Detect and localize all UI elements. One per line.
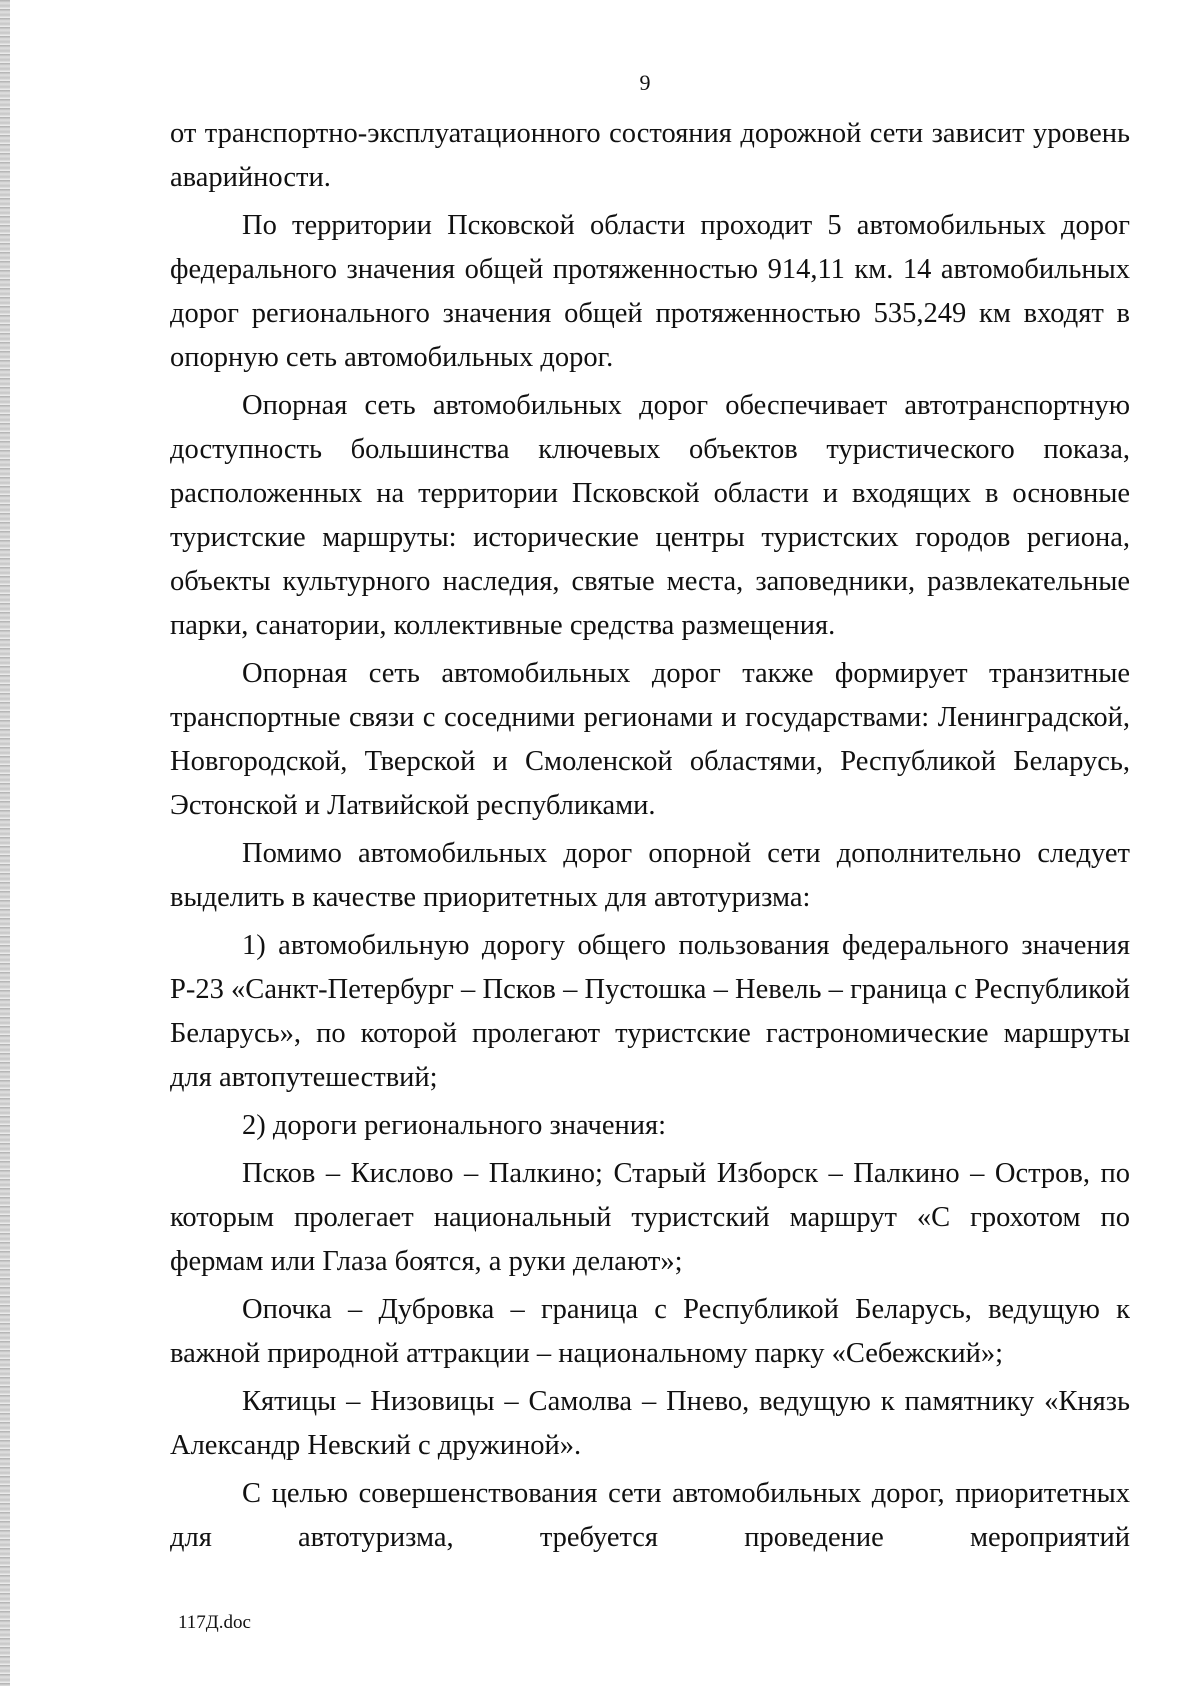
paragraph-6: 1) автомобильную дорогу общего пользования федерального значения Р-23 «Санкт-Петербург – Псков – Пустошка – Невель – граница с Республикой Беларусь», по которой пролегают туристские гастрономические маршруты для автопутешествий; <box>170 930 1130 1093</box>
paragraph-2: По территории Псковской области проходит 5 автомобильных дорог федерального значения общей протяженностью 914,11 км. 14 автомобильных дорог регионального значения общей протяженностью 535,249 км входят в опорную сеть автомобильных дорог. <box>170 210 1130 373</box>
document-body <box>170 112 1130 1564</box>
paragraph-7: 2) дороги регионального значения: <box>242 1110 667 1141</box>
paragraph-9: Опочка – Дубровка – граница с Республикой Беларусь, ведущую к важной природной аттракции – национальному парку «Себежский»; <box>170 1294 1130 1369</box>
paragraph-1: от транспортно-эксплуатационного состояния дорожной сети зависит уровень аварийности. <box>170 118 1130 193</box>
paragraph-11: С целью совершенствования сети автомобильных дорог, приоритетных для автотуризма, требуется проведение мероприятий <box>170 1478 1130 1553</box>
paragraph-5: Помимо автомобильных дорог опорной сети дополнительно следует выделить в качестве приоритетных для автотуризма: <box>170 838 1130 913</box>
footer-filename: 117Д.doc <box>178 1612 251 1633</box>
paragraph-4: Опорная сеть автомобильных дорог также формирует транзитные транспортные связи с соседними регионами и государствами: Ленинградской, Новгородской, Тверской и Смоленской областями, Республикой Беларусь, Эстонской и Латвийской республиками. <box>170 658 1130 821</box>
paragraph-8: Псков – Кислово – Палкино; Старый Изборск – Палкино – Остров, по которым пролегает национальный туристский маршрут «С грохотом по фермам или Глаза боятся, а руки делают»; <box>170 1158 1130 1277</box>
scan-edge <box>0 0 10 1686</box>
paragraph-10: Кятицы – Низовицы – Самолва – Пнево, ведущую к памятнику «Князь Александр Невский с дружиной». <box>170 1386 1130 1461</box>
page-number: 9 <box>639 70 651 95</box>
paragraph-3: Опорная сеть автомобильных дорог обеспечивает автотранспортную доступность большинства ключевых объектов туристического показа, расположенных на территории Псковской области и входящих в основные туристские маршруты: исторические центры туристских городов региона, объекты культурного наследия, святые места, заповедники, развлекательные парки, санатории, коллективные средства размещения. <box>170 390 1130 641</box>
